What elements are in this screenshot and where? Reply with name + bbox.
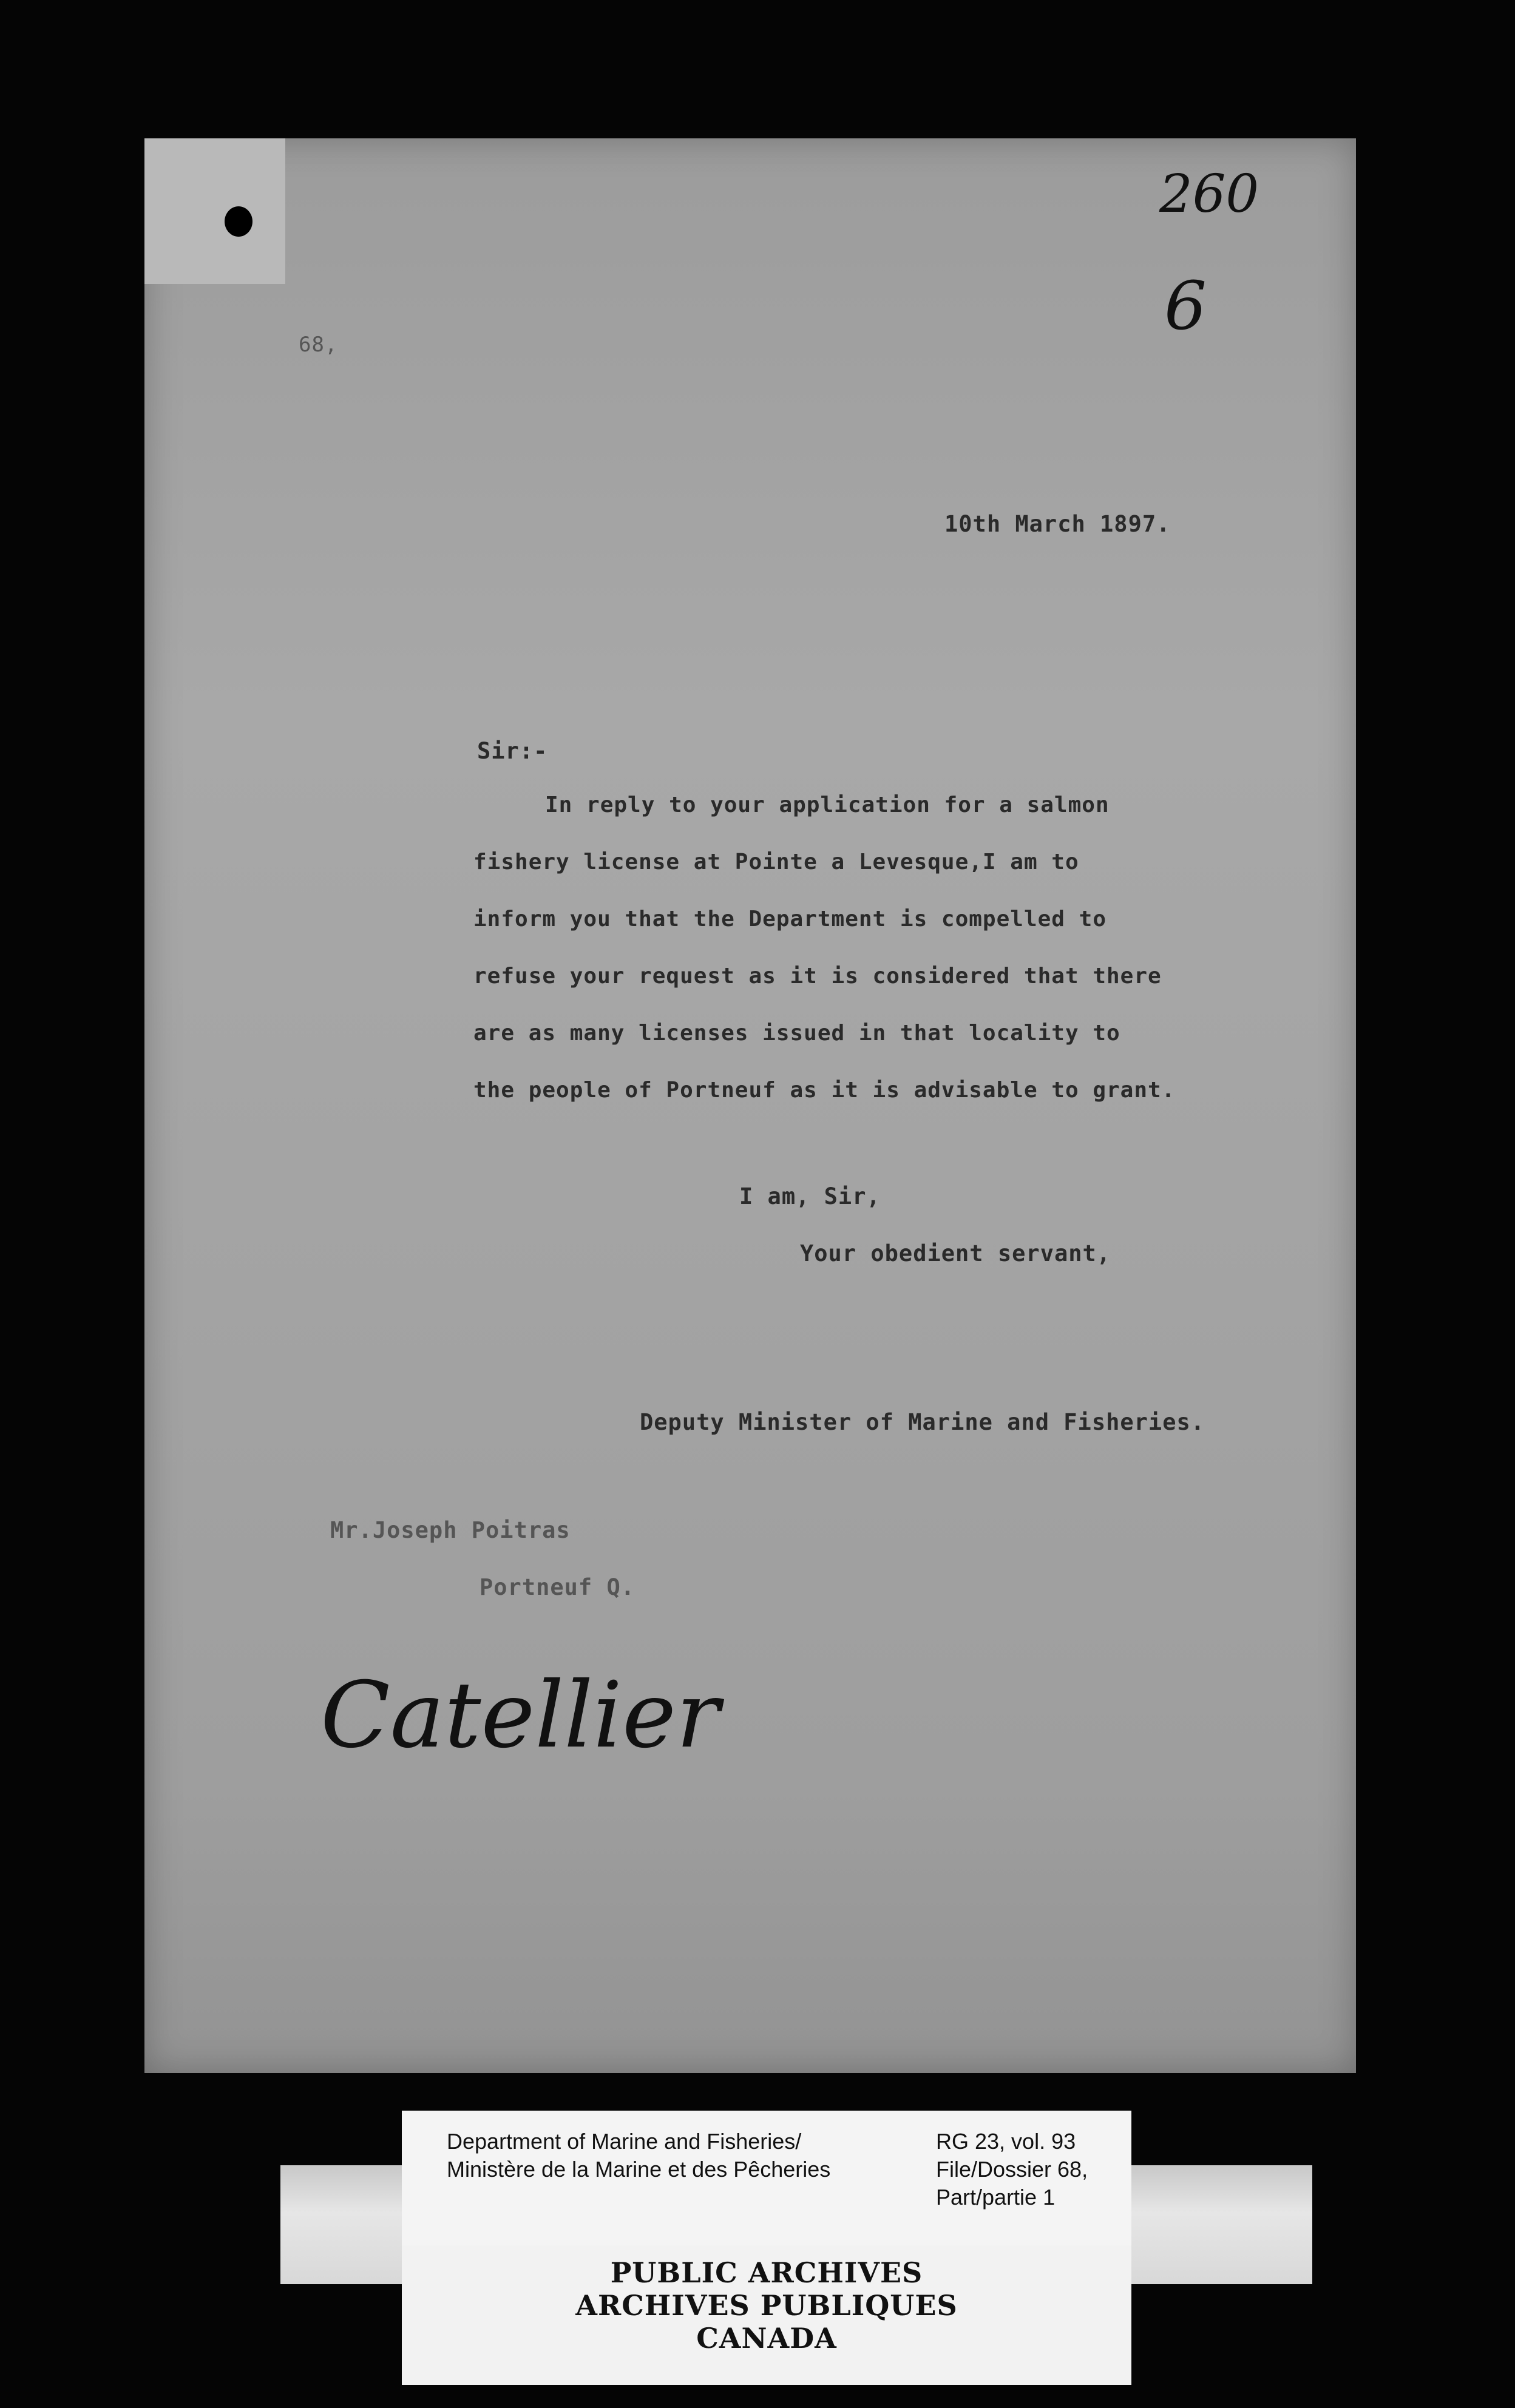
stamp-line: ARCHIVES PUBLIQUES xyxy=(575,2289,958,2322)
signature-title: Deputy Minister of Marine and Fisheries. xyxy=(640,1409,1205,1435)
body-line: refuse your request as it is considered that there xyxy=(473,964,1162,989)
stamp-line: PUBLIC ARCHIVES xyxy=(610,2256,923,2289)
label-part: Part/partie 1 xyxy=(936,2185,1056,2210)
top-right-number: 260 xyxy=(1159,164,1259,225)
body-line: inform you that the Department is compelled to xyxy=(473,907,1107,932)
label-rg: RG 23, vol. 93 xyxy=(936,2129,1076,2154)
addressee-place: Portneuf Q. xyxy=(480,1574,635,1600)
label-file: File/Dossier 68, xyxy=(936,2157,1088,2182)
stamp-line: CANADA xyxy=(696,2322,837,2355)
handwritten-name: Catellier xyxy=(320,1663,720,1768)
body-line: the people of Portneuf as it is advisable to grant. xyxy=(473,1078,1176,1103)
label-department-fr: Ministère de la Marine et des Pêcheries xyxy=(447,2157,831,2182)
body-line: In reply to your application for a salmon xyxy=(545,793,1110,817)
letter-sheet xyxy=(144,138,1356,2073)
salutation: Sir:- xyxy=(477,738,548,764)
archives-stamp xyxy=(402,2245,1131,2385)
body-line: fishery license at Pointe a Levesque,I am to xyxy=(473,850,1079,874)
addressee-name: Mr.Joseph Poitras xyxy=(330,1517,571,1543)
corner-tab xyxy=(144,138,285,284)
closing-line: I am, Sir, xyxy=(739,1183,881,1209)
closing-line: Your obedient servant, xyxy=(800,1240,1111,1267)
margin-number: 6 xyxy=(1164,267,1207,345)
archive-label xyxy=(402,2111,1131,2245)
punch-hole xyxy=(225,206,252,237)
file-number: 68, xyxy=(299,333,338,357)
letter-date: 10th March 1897. xyxy=(944,511,1171,537)
label-department-en: Department of Marine and Fisheries/ xyxy=(447,2129,802,2154)
body-line: are as many licenses issued in that locality to xyxy=(473,1021,1120,1046)
